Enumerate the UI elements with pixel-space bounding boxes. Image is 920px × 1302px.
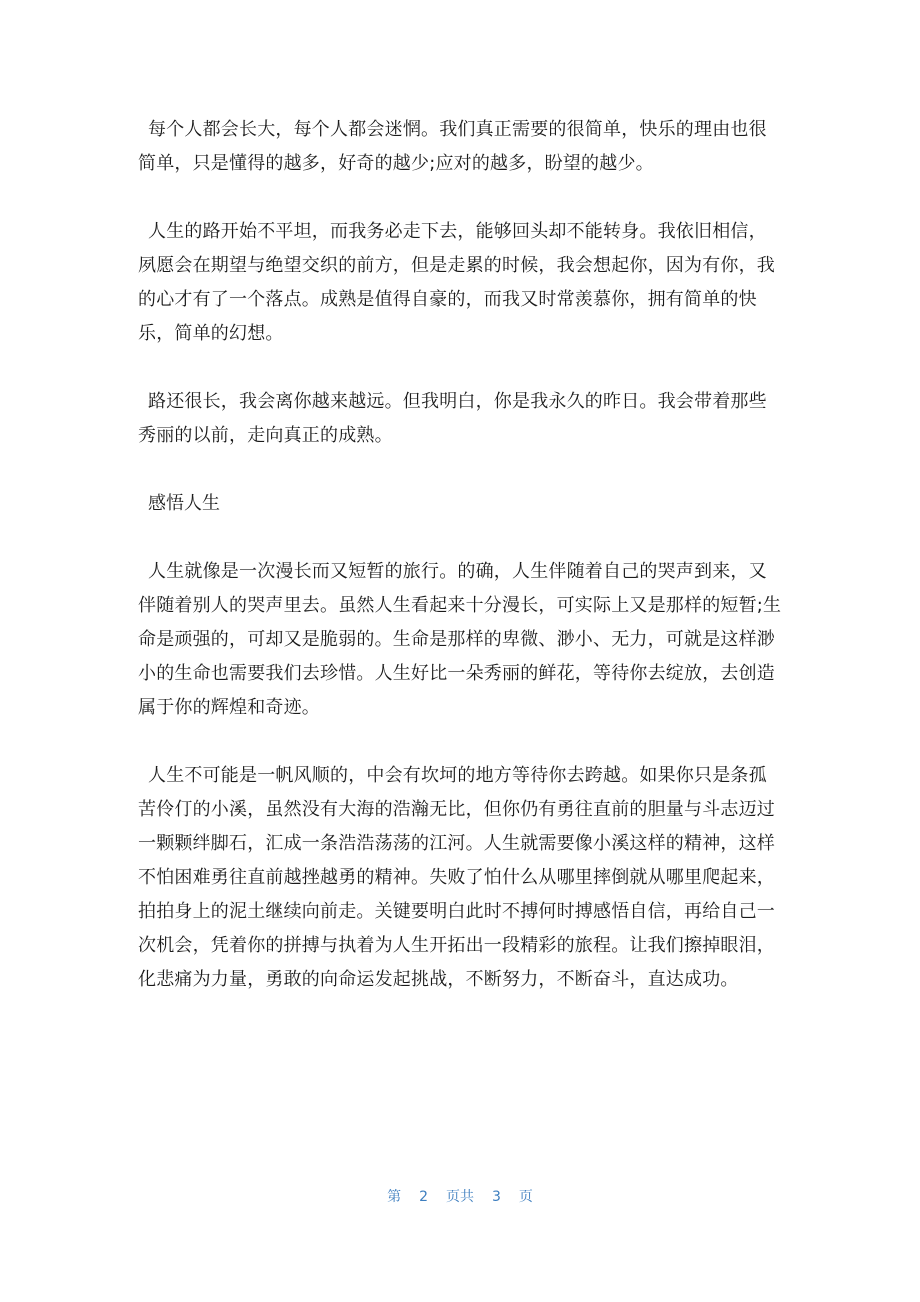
paragraph-4: 人生就像是一次漫长而又短暂的旅行。的确，人生伴随着自己的哭声到来，又伴随着别人的哭声里去。虽然人生看起来十分漫长，可实际上又是那样的短暂;生命是顽强的，可却又是脆弱的。生命是那样的卑微、渺小、无力，可就是这样渺小的生命也需要我们去珍惜。人生好比一朵秀丽的鲜花，等待你去绽放，去创造属于你的辉煌和奇迹。 bbox=[138, 561, 782, 718]
footer-ye-gong: 页共 bbox=[446, 1189, 474, 1205]
footer-page-number: 2 bbox=[419, 1189, 428, 1205]
footer-total-pages: 3 bbox=[492, 1189, 501, 1205]
document-body bbox=[138, 113, 783, 1031]
paragraph-3: 路还很长，我会离你越来越远。但我明白，你是我永久的昨日。我会带着那些秀丽的以前，走向真正的成熟。 bbox=[138, 391, 767, 446]
footer-ye: 页 bbox=[518, 1189, 533, 1205]
paragraph-2: 人生的路开始不平坦，而我务必走下去，能够回头却不能转身。我依旧相信，夙愿会在期望与绝望交织的前方，但是走累的时候，我会想起你，因为有你，我的心才有了一个落点。成熟是值得自豪的，而我又时常羡慕你，拥有简单的快乐，简单的幻想。 bbox=[138, 221, 775, 344]
paragraph-1: 每个人都会长大，每个人都会迷惘。我们真正需要的很简单，快乐的理由也很简单，只是懂得的越多，好奇的越少;应对的越多，盼望的越少。 bbox=[138, 119, 767, 174]
footer-di: 第 bbox=[387, 1189, 402, 1205]
section-heading: 感悟人生 bbox=[148, 493, 220, 514]
paragraph-5: 人生不可能是一帆风顺的，中会有坎坷的地方等待你去跨越。如果你只是条孤苦伶仃的小溪，虽然没有大海的浩瀚无比，但你仍有勇往直前的胆量与斗志迈过一颗颗绊脚石，汇成一条浩浩荡荡的江河。人生就需要像小溪这样的精神，这样不怕困难勇往直前越挫越勇的精神。失败了怕什么从哪里摔倒就从哪里爬起来，拍拍身上的泥土继续向前走。关键要明白此时不搏何时搏感悟自信，再给自己一次机会，凭着你的拼搏与执着为人生开拓出一段精彩的旅程。让我们擦掉眼泪，化悲痛为力量，勇敢的向命运发起挑战，不断努力，不断奋斗，直达成功。 bbox=[138, 765, 775, 990]
page-footer bbox=[0, 1186, 920, 1206]
